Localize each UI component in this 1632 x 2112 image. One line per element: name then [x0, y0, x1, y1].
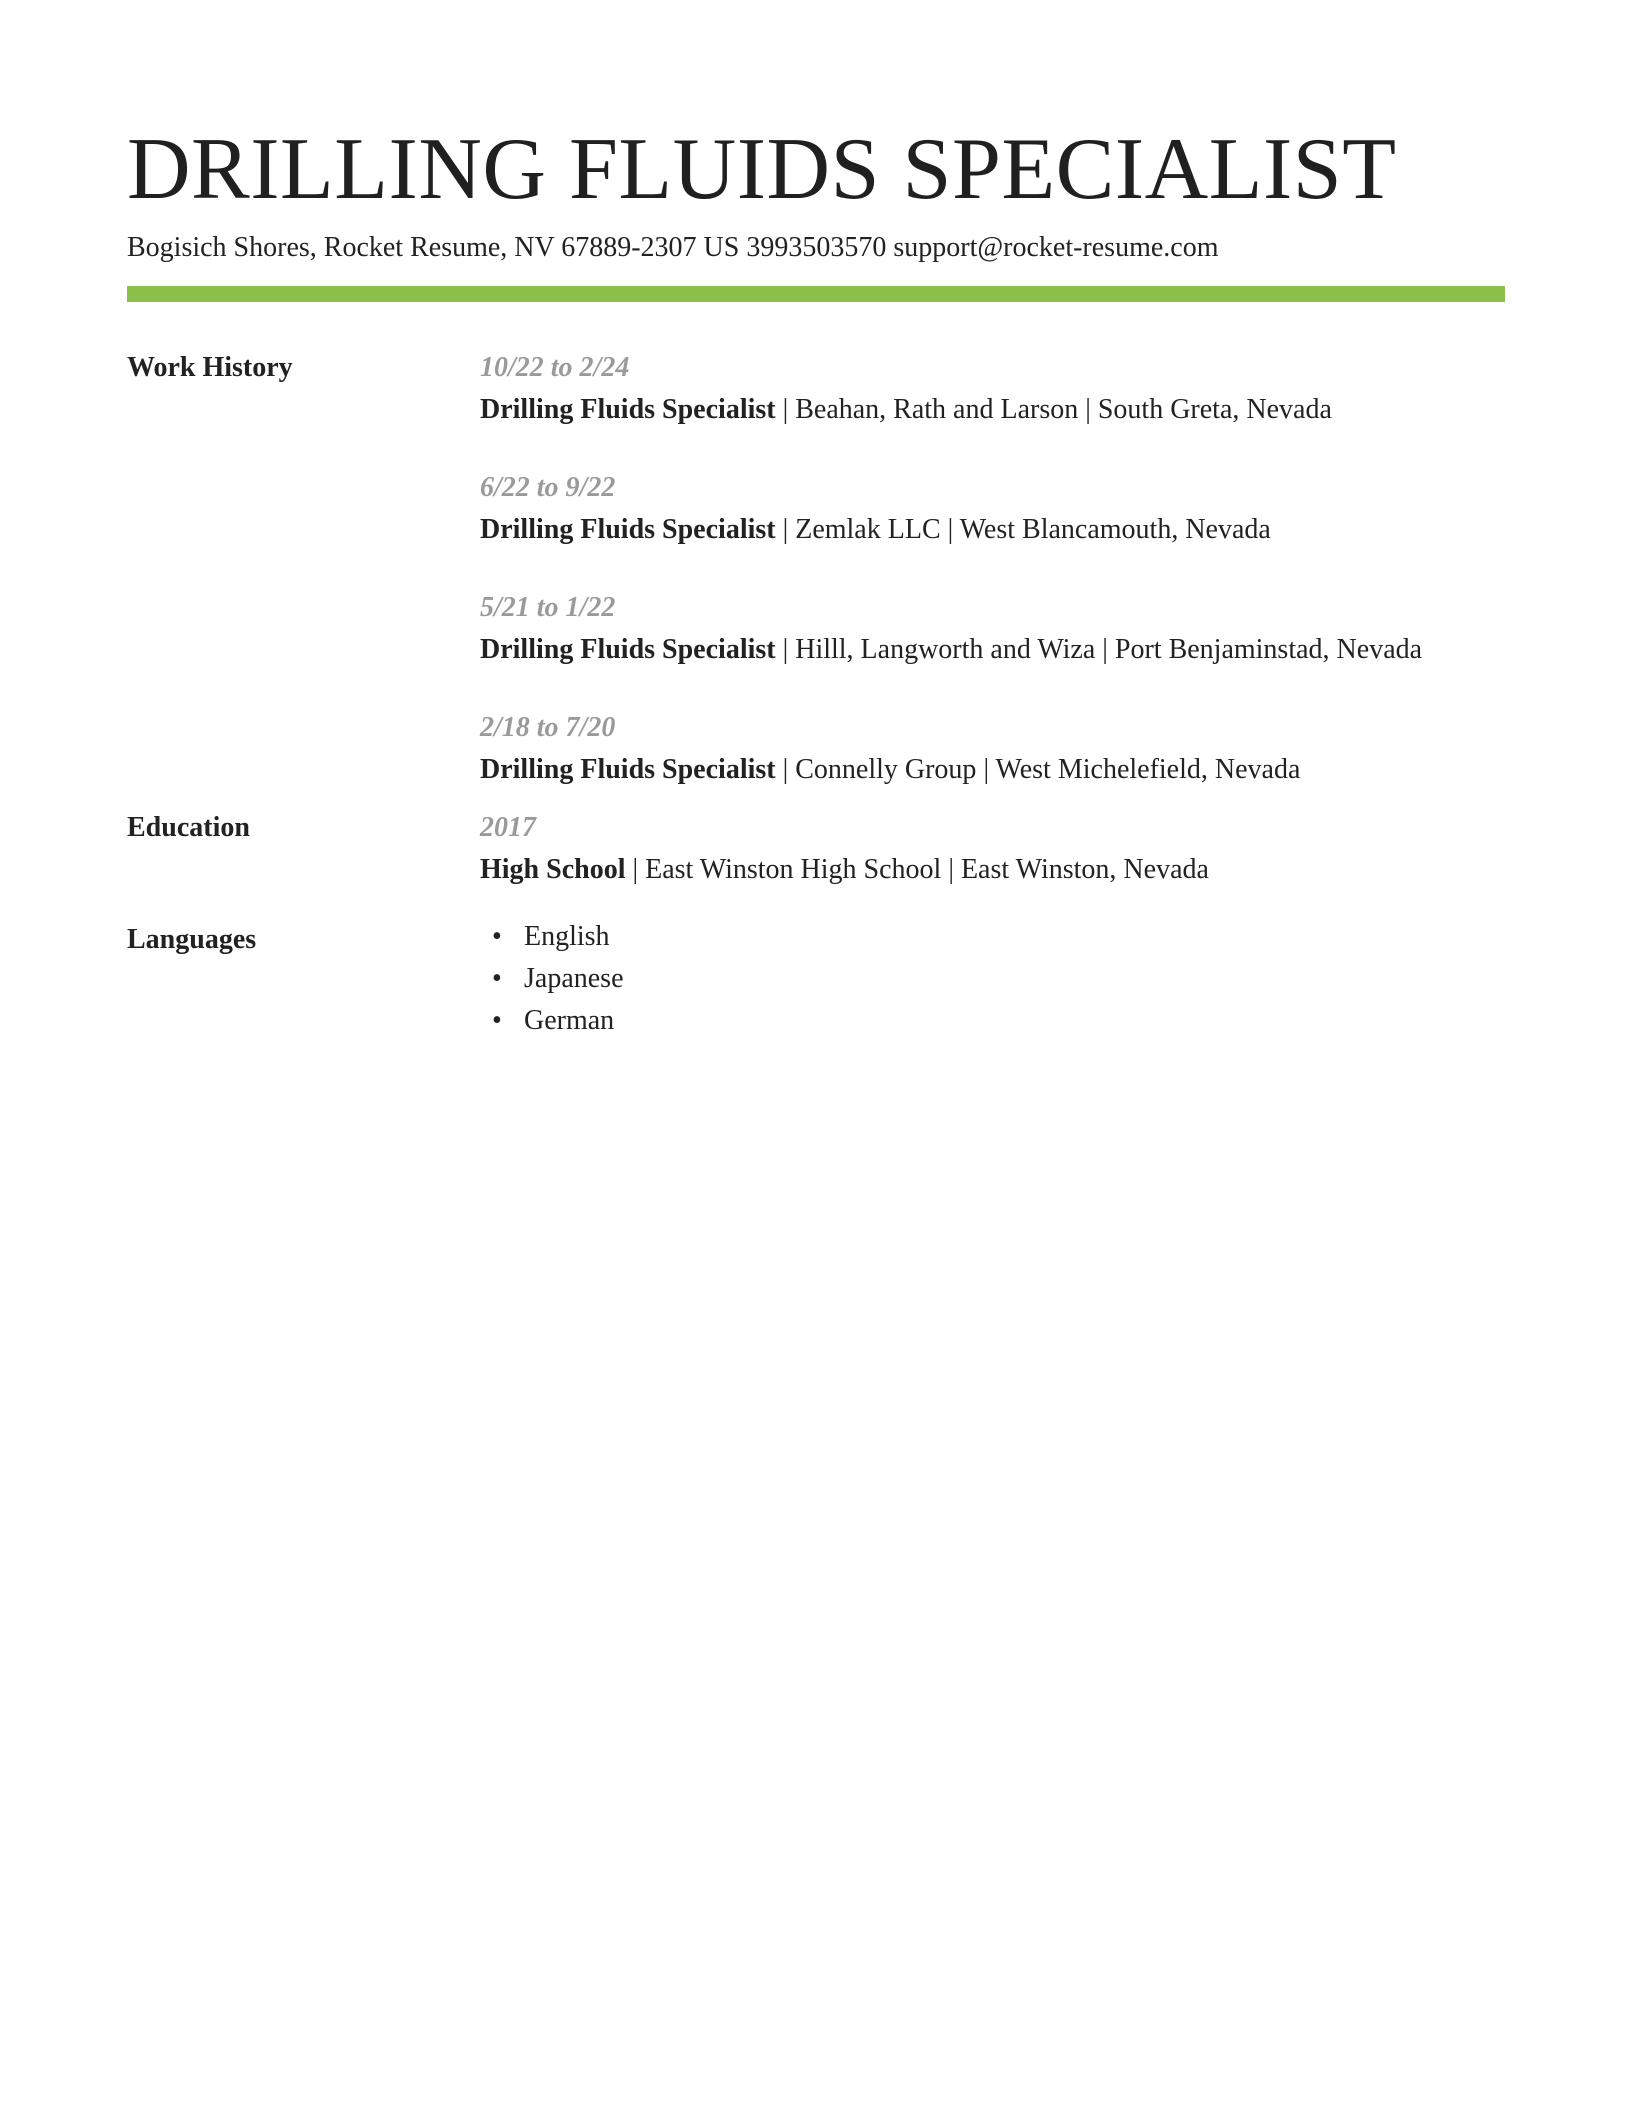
- work-entry: [480, 470, 1505, 548]
- languages-list-wrapper: [480, 916, 1505, 1042]
- work-entry-location: West Blancamouth, Nevada: [959, 514, 1271, 545]
- language-name: English: [524, 921, 610, 952]
- language-name: German: [524, 1005, 615, 1036]
- education-entry-details: [480, 852, 1505, 888]
- work-entry-role: Drilling Fluids Specialist: [480, 514, 776, 545]
- work-entry-role: Drilling Fluids Specialist: [480, 754, 776, 785]
- section-label-languages: Languages: [127, 924, 257, 955]
- separator: |: [775, 754, 796, 785]
- work-entry-company: Beahan, Rath and Larson: [795, 394, 1079, 425]
- work-entry-role: Drilling Fluids Specialist: [480, 634, 776, 665]
- work-entry-dates: 6/22 to 9/22: [480, 472, 616, 503]
- separator: |: [775, 634, 796, 665]
- work-entry-details: [480, 512, 1505, 548]
- work-entry-company: Zemlak LLC: [795, 514, 941, 545]
- education-entry-dates: 2017: [480, 812, 536, 843]
- separator: |: [775, 514, 796, 545]
- separator: |: [1078, 394, 1098, 425]
- work-entry-dates: 2/18 to 7/20: [480, 712, 616, 743]
- bullet-icon: •: [492, 963, 502, 994]
- work-entry-details: [480, 392, 1505, 428]
- education-entry-location: East Winston, Nevada: [960, 854, 1209, 885]
- work-entry-details: [480, 632, 1505, 668]
- list-item: [480, 916, 1505, 958]
- education-entry: [480, 810, 1505, 888]
- work-entry-details: [480, 752, 1505, 788]
- header-divider: [127, 286, 1505, 302]
- education-entry-degree: High School: [480, 854, 626, 885]
- work-entry-dates: 5/21 to 1/22: [480, 592, 616, 623]
- education-list: [480, 810, 1505, 888]
- work-entry-location: South Greta, Nevada: [1097, 394, 1332, 425]
- separator: |: [941, 854, 961, 885]
- work-history-list: [480, 350, 1505, 788]
- separator: |: [775, 394, 796, 425]
- work-entry-location: Port Benjaminstad, Nevada: [1114, 634, 1423, 665]
- education-entry-school: East Winston High School: [645, 854, 942, 885]
- separator: |: [976, 754, 996, 785]
- bullet-icon: •: [492, 921, 502, 952]
- section-label-work-history: Work History: [127, 352, 293, 383]
- work-entry-dates: 10/22 to 2/24: [480, 352, 630, 383]
- section-label-education: Education: [127, 812, 250, 843]
- work-entry: [480, 350, 1505, 428]
- bullet-icon: •: [492, 1005, 502, 1036]
- separator: |: [940, 514, 960, 545]
- languages-list: [480, 916, 1505, 1042]
- resume-title: DRILLING FLUIDS SPECIALIST: [127, 121, 1397, 218]
- work-entry-company: Connelly Group: [795, 754, 977, 785]
- work-entry-role: Drilling Fluids Specialist: [480, 394, 776, 425]
- language-name: Japanese: [524, 963, 624, 994]
- separator: |: [625, 854, 646, 885]
- list-item: [480, 1000, 1505, 1042]
- work-entry: [480, 710, 1505, 788]
- list-item: [480, 958, 1505, 1000]
- separator: |: [1095, 634, 1115, 665]
- work-entry-location: West Michelefield, Nevada: [995, 754, 1301, 785]
- work-entry: [480, 590, 1505, 668]
- contact-line: Bogisich Shores, Rocket Resume, NV 67889-2307 US 3993503570 support@rocket-resume.com: [127, 232, 1219, 263]
- work-entry-company: Hilll, Langworth and Wiza: [795, 634, 1096, 665]
